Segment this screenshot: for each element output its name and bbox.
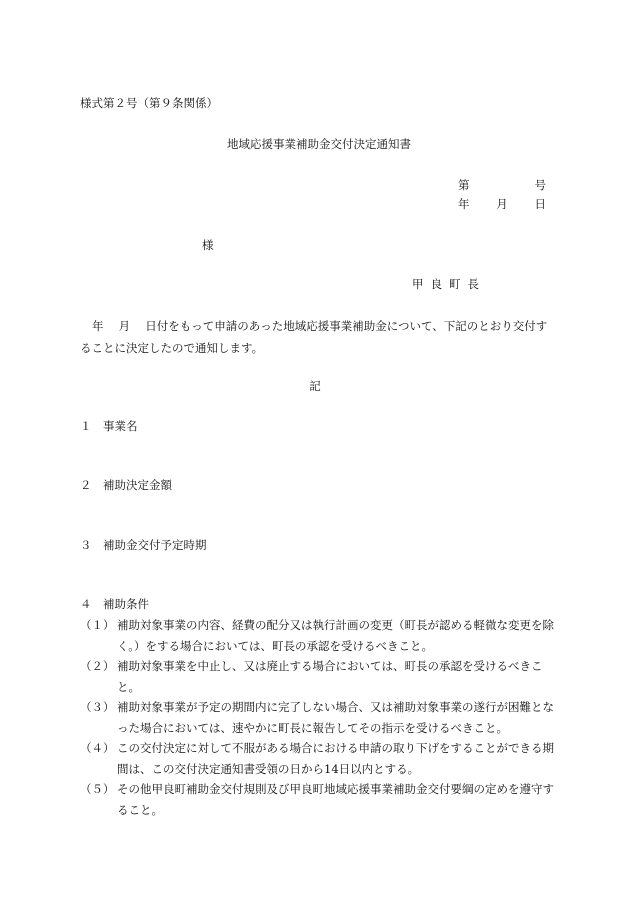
number-prefix: 第 bbox=[458, 178, 470, 192]
document-number-field bbox=[458, 180, 546, 192]
condition-number: （５） bbox=[80, 782, 115, 796]
condition-text: 補助対象事業を中止し、又は廃止する場合においては、町長の承認を受けるべきこと。 bbox=[117, 659, 543, 694]
condition-number: （１） bbox=[80, 618, 115, 632]
ki-heading: 記 bbox=[309, 379, 321, 393]
section-subsidy-amount: ２ 補助決定金額 bbox=[80, 478, 172, 492]
condition-item bbox=[80, 779, 560, 821]
issuer-name: 甲良町長 bbox=[412, 277, 486, 291]
condition-text: 補助対象事業の内容、経費の配分又は執行計画の変更（町長が認める軽微な変更を除く。）をする場合においては、町長の承認を受けるべきこと。 bbox=[117, 618, 554, 653]
section-subsidy-conditions: ４ 補助条件 bbox=[80, 597, 149, 611]
date-day: 日 bbox=[534, 197, 546, 211]
document-date-field bbox=[458, 199, 546, 211]
body-text-line-1: 年 月 日付をもって申請のあった地域応援事業補助金について、下記のとおり交付す bbox=[92, 319, 548, 333]
condition-item bbox=[80, 656, 560, 698]
condition-text: その他甲良町補助金交付規則及び甲良町地域応援事業補助金交付要綱の定めを遵守すること。 bbox=[117, 782, 554, 817]
document-title: 地域応援事業補助金交付決定通知書 bbox=[227, 137, 411, 151]
condition-item bbox=[80, 738, 560, 780]
section-business-name: １ 事業名 bbox=[80, 419, 138, 433]
date-year: 年 bbox=[458, 197, 470, 211]
form-number: 様式第２号（第９条関係） bbox=[80, 96, 218, 110]
condition-item bbox=[80, 615, 560, 657]
number-suffix: 号 bbox=[534, 178, 546, 192]
section-payment-schedule: ３ 補助金交付予定時期 bbox=[80, 538, 207, 552]
body-text-line-2: ることに決定したので通知します。 bbox=[80, 341, 264, 355]
condition-item bbox=[80, 697, 560, 739]
condition-number: （４） bbox=[80, 741, 115, 755]
condition-text: 補助対象事業が予定の期間内に完了しない場合、又は補助対象事業の遂行が困難となった場合においては、速やかに町長に報告してその指示を受けるべきこと。 bbox=[117, 700, 554, 735]
date-month: 月 bbox=[496, 197, 508, 211]
condition-number: （３） bbox=[80, 700, 115, 714]
recipient-suffix: 様 bbox=[202, 238, 214, 252]
condition-text: この交付決定に対して不服がある場合における申請の取り下げをすることができる期間は、この交付決定通知書受領の日から14日以内とする。 bbox=[117, 741, 554, 776]
condition-number: （２） bbox=[80, 659, 115, 673]
